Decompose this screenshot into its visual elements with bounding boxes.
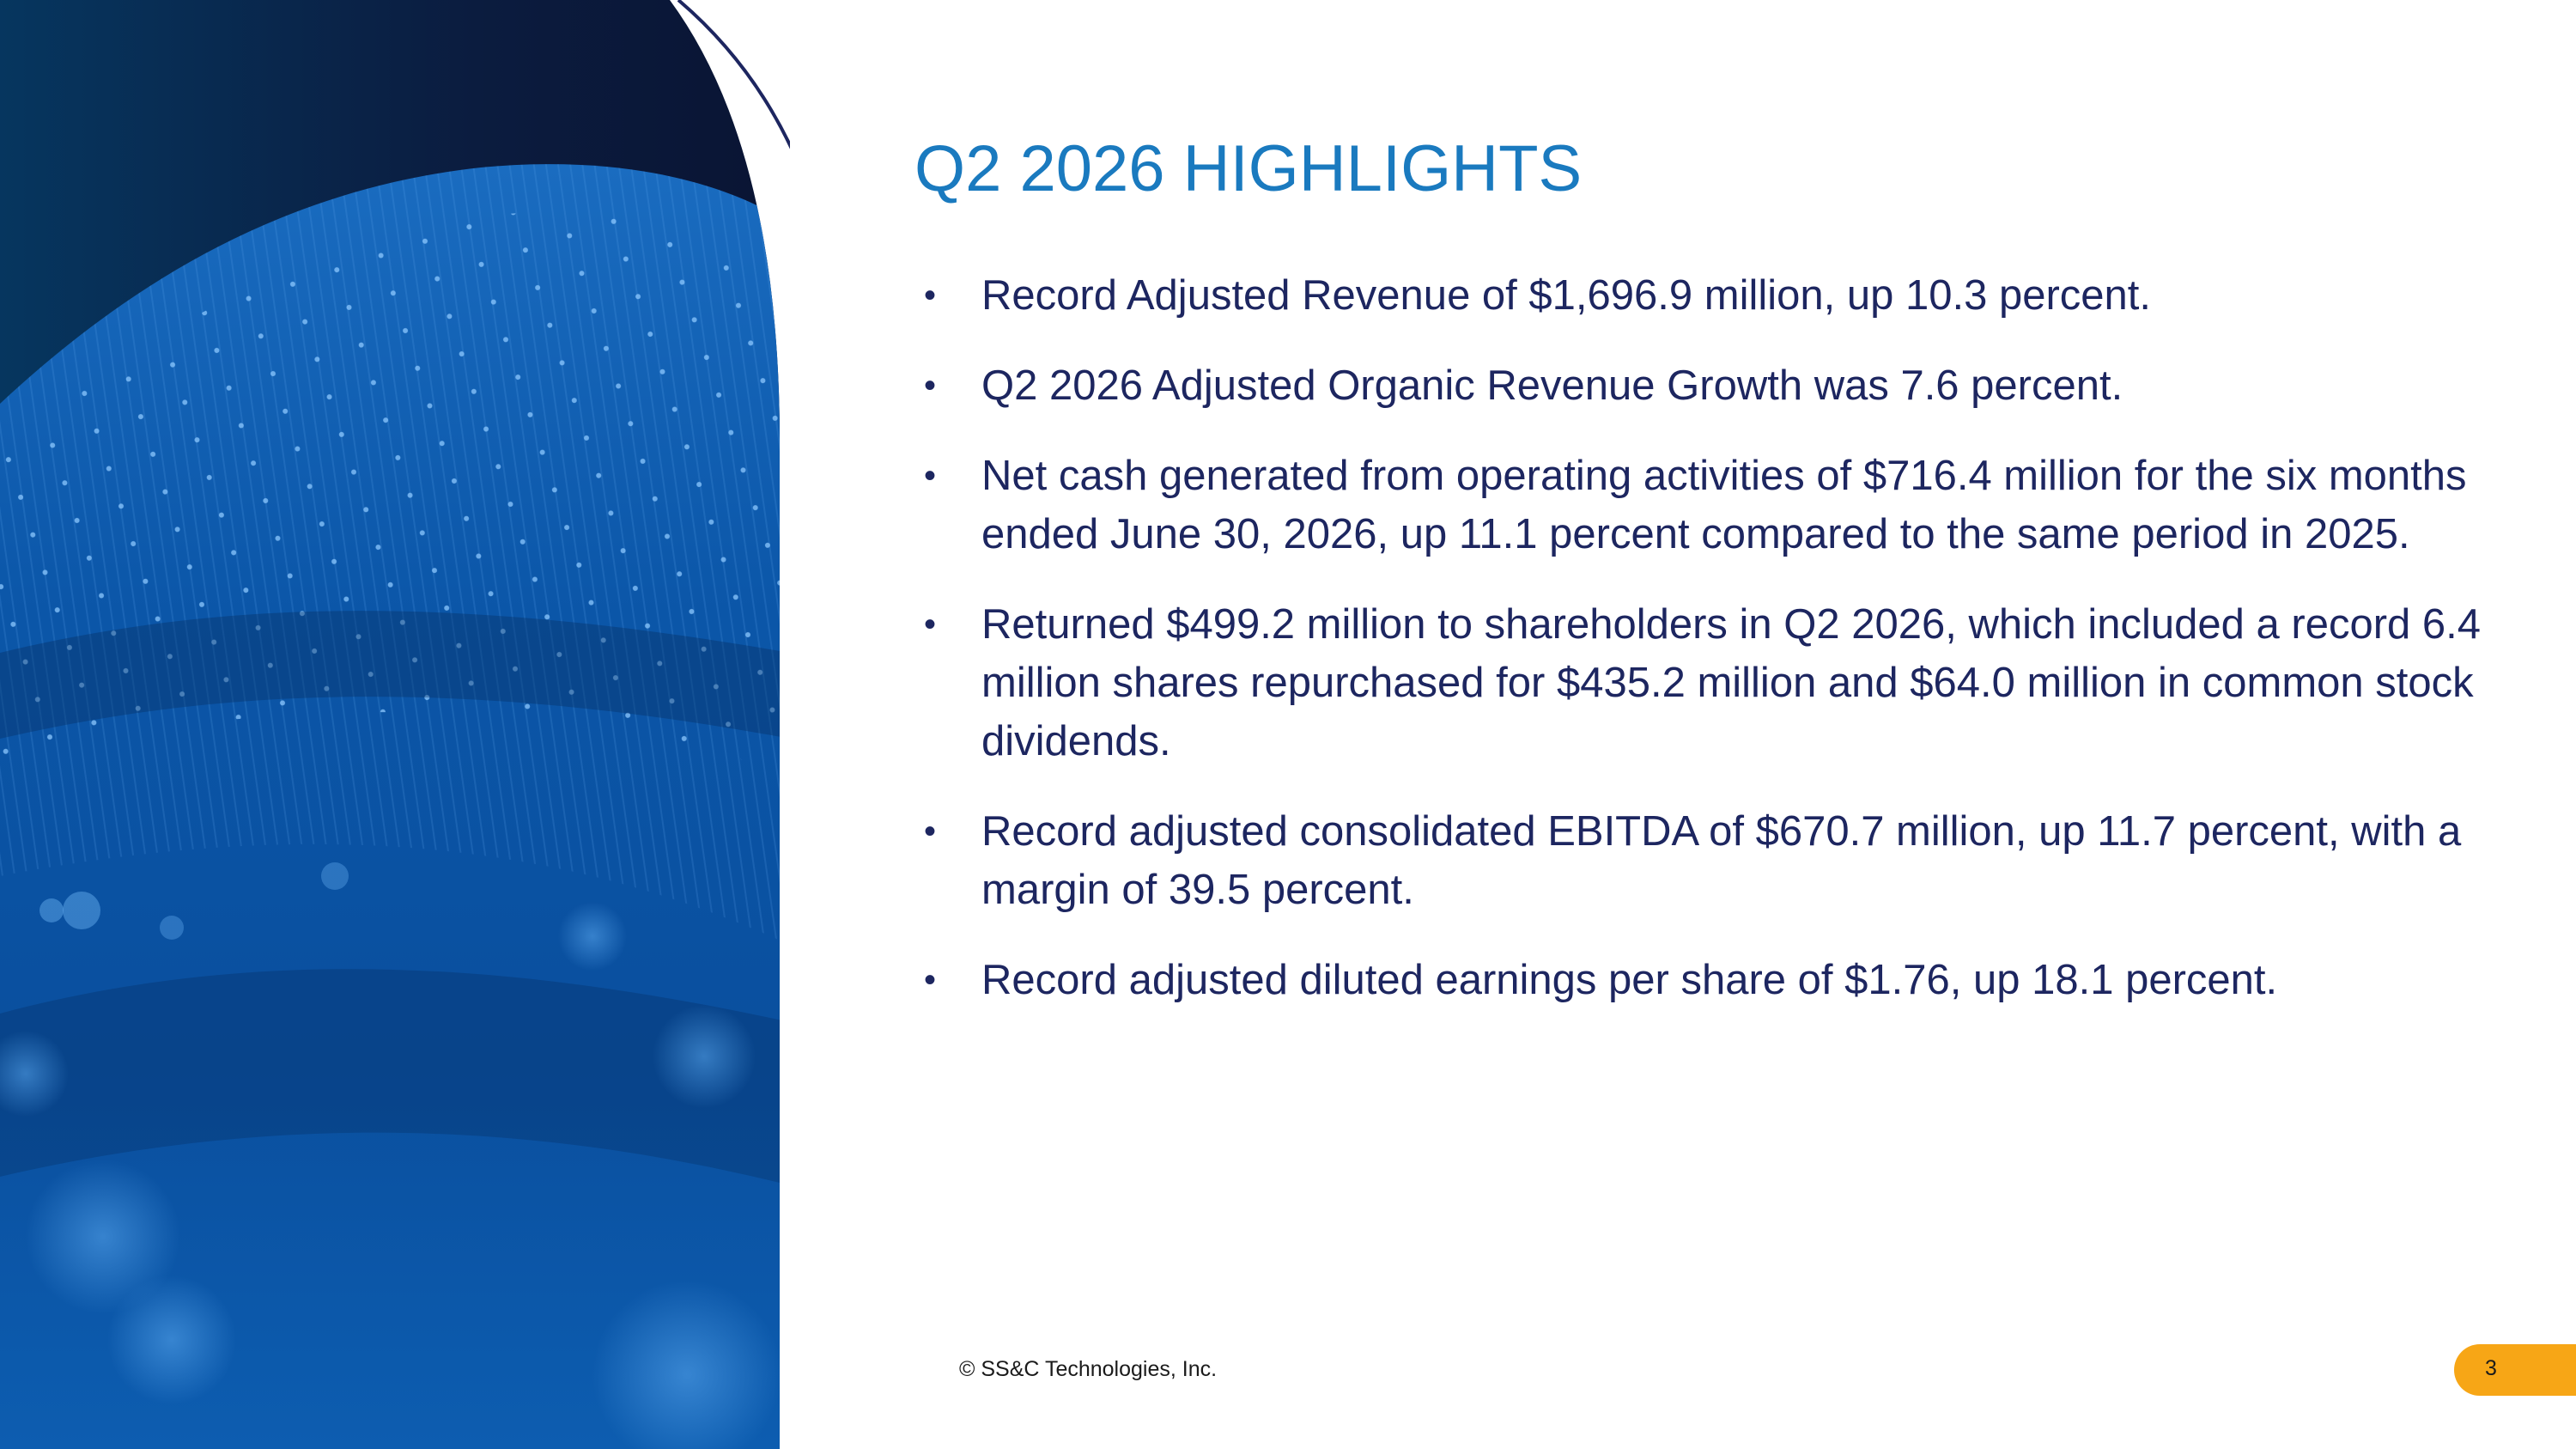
bullet-icon: • xyxy=(923,277,936,314)
bullet-icon: • xyxy=(923,457,936,495)
footer-copyright: © SS&C Technologies, Inc. xyxy=(959,1357,1218,1381)
highlight-text: Record Adjusted Revenue of $1,696.9 million, up 10.3 percent. xyxy=(981,272,2151,319)
list-item xyxy=(917,356,2549,415)
highlight-text: Q2 2026 Adjusted Organic Revenue Growth was 7.6 percent. xyxy=(981,362,2123,409)
list-item xyxy=(917,802,2549,919)
bullet-icon: • xyxy=(923,367,936,405)
highlight-text: Returned $499.2 million to shareholders in Q2 2026, which included a record 6.4 million shares repurchased for $435.2 million and $64.0 million in common stock dividends. xyxy=(981,601,2482,764)
blue-digital-wave-image xyxy=(0,0,790,1449)
page-number-badge xyxy=(2454,1344,2576,1396)
list-item xyxy=(917,951,2549,1009)
highlight-text: Net cash generated from operating activities of $716.4 million for the six months ended June 30, 2026, up 11.1 percent compared to the same period in 2025. xyxy=(981,453,2467,557)
list-item xyxy=(917,266,2549,325)
page-number: 3 xyxy=(2485,1356,2497,1380)
list-item xyxy=(917,595,2549,770)
list-item xyxy=(917,447,2549,563)
highlight-text: Record adjusted diluted earnings per share of $1.76, up 18.1 percent. xyxy=(981,957,2278,1003)
slide-title: Q2 2026 HIGHLIGHTS xyxy=(914,132,1583,205)
highlights-list xyxy=(917,266,2549,1041)
hero-image xyxy=(0,0,790,1449)
bullet-icon: • xyxy=(923,961,936,999)
highlight-text: Record adjusted consolidated EBITDA of $670.7 million, up 11.7 percent, with a margin of 39.5 percent. xyxy=(981,808,2462,913)
bullet-icon: • xyxy=(923,813,936,850)
bullet-icon: • xyxy=(923,606,936,643)
